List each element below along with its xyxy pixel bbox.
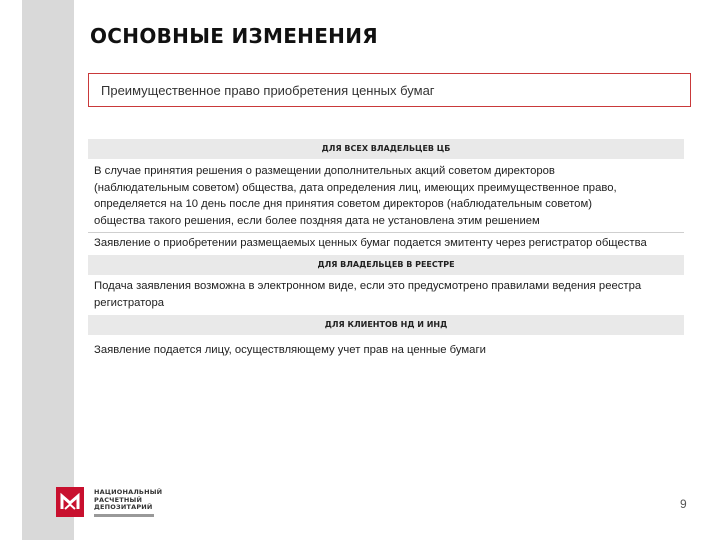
side-decor-bar [22,0,74,540]
paragraph-line: общества такого решения, если более поздняя дата не установлена этим решением [94,214,540,227]
paragraph-line: Заявление о приобретении размещаемых ценных бумаг подается эмитенту через регистратор общества [94,237,647,249]
paragraph-record-date [88,163,684,229]
logo-tagline-bar [94,514,154,517]
logo-line: НАЦИОНАЛЬНЫЙ [94,488,163,496]
logo-line: ДЕПОЗИТАРИЙ [94,503,153,511]
paragraph-line: (наблюдательным советом) общества, дата определения лиц, имеющих преимущественное право, [94,181,617,194]
subtitle-box [88,73,691,107]
row-divider [88,232,684,233]
paragraph-line: регистратора [94,296,165,309]
paragraph-line: Подача заявления возможна в электронном виде, если это предусмотрено правилами ведения реестра [94,280,642,292]
subtitle-text: Преимущественное право приобретения ценных бумаг [101,83,435,98]
paragraph-application-registrar [88,235,684,252]
page-number: 9 [680,497,687,511]
section-header-nd-clients: ДЛЯ КЛИЕНТОВ НД И ИНД [88,315,684,335]
paragraph-line: В случае принятия решения о размещении дополнительных акций советом директоров [94,165,555,177]
paragraph-rights-accounting [88,342,684,359]
section-header-registry-owners: ДЛЯ ВЛАДЕЛЬЦЕВ В РЕЕСТРЕ [88,255,684,275]
logo-wordmark [94,489,162,512]
page-title: ОСНОВНЫЕ ИЗМЕНЕНИЯ [90,24,378,48]
paragraph-electronic-filing [88,278,684,311]
nrd-logo-icon [56,487,84,517]
paragraph-line: Заявление подается лицу, осуществляющему учет прав на ценные бумаги [94,344,486,356]
section-header-all-owners: ДЛЯ ВСЕХ ВЛАДЕЛЬЦЕВ ЦБ [88,139,684,159]
paragraph-line: определяется на 10 день после дня принятия советом директоров (наблюдательным советом) [94,198,592,210]
logo-line: РАСЧЕТНЫЙ [94,495,143,504]
